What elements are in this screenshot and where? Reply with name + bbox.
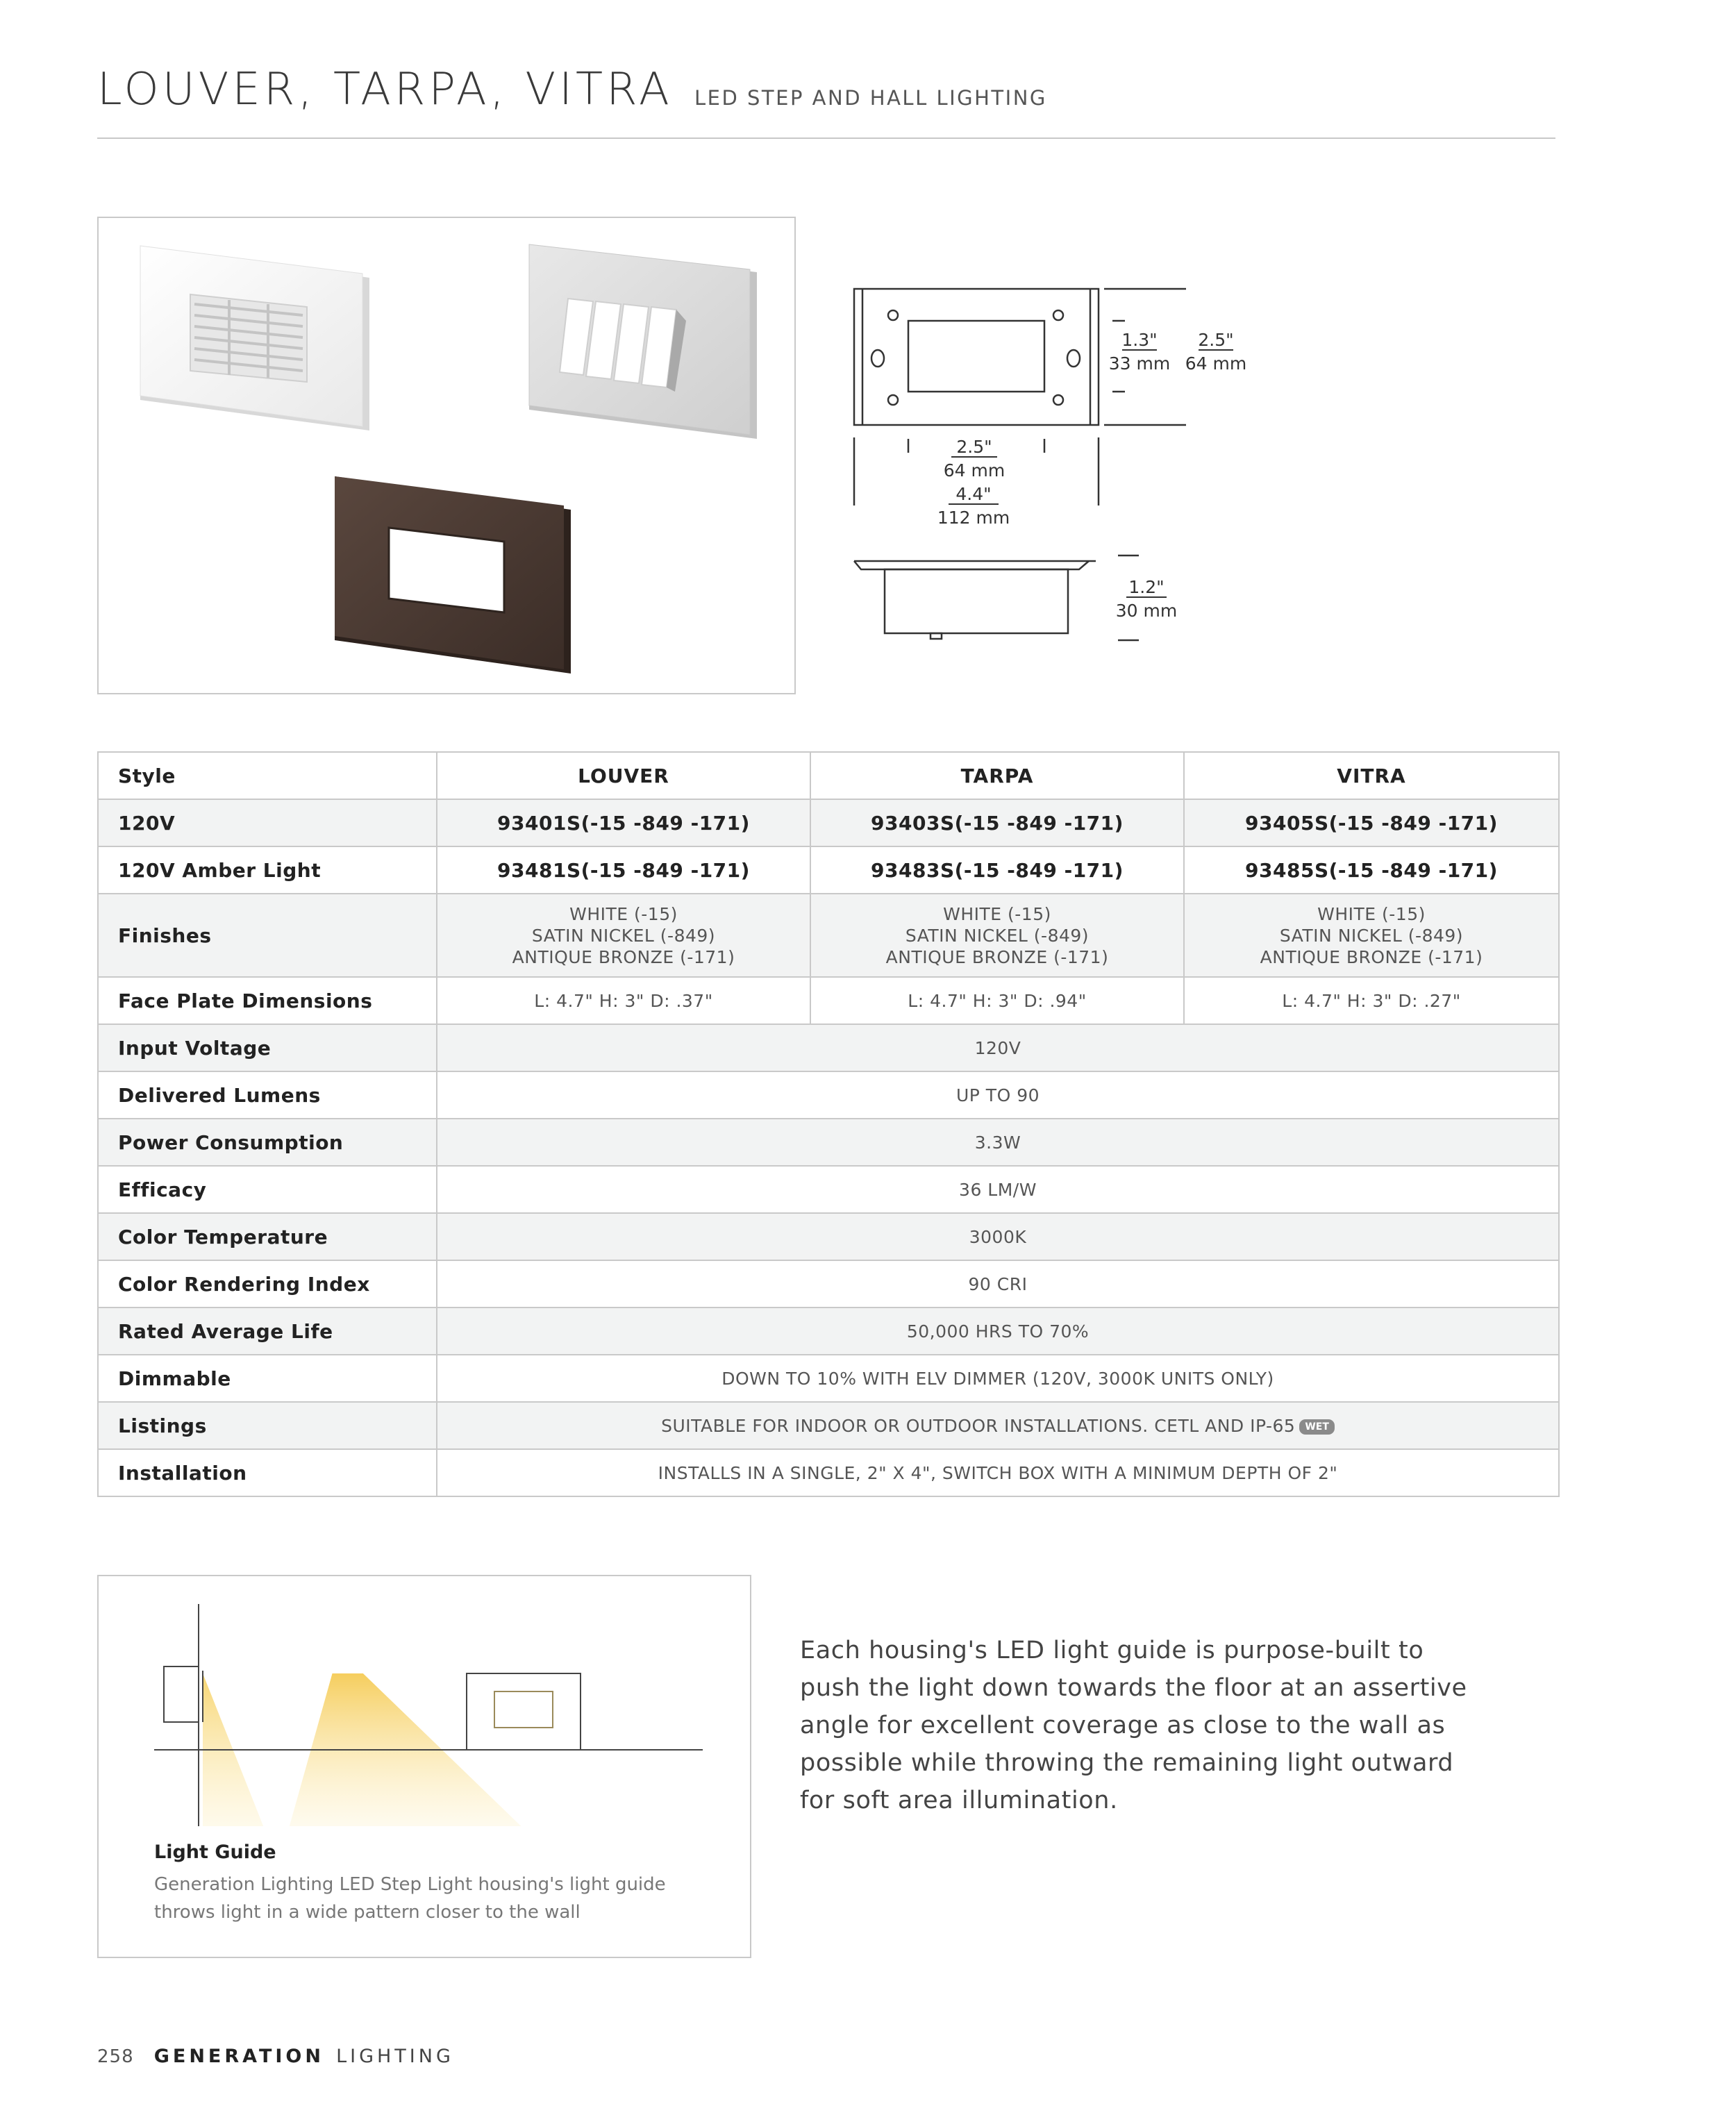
finishes-tarpa xyxy=(810,894,1184,977)
faceplate-louver: L: 4.7" H: 3" D: .37" xyxy=(437,977,810,1024)
column-vitra: VITRA xyxy=(1184,752,1559,799)
life-value: 50,000 HRS TO 70% xyxy=(437,1308,1559,1355)
table-row xyxy=(98,799,1559,846)
table-row xyxy=(98,1260,1559,1308)
table-row xyxy=(98,977,1559,1024)
row-label: Input Voltage xyxy=(98,1024,437,1071)
listings-cell xyxy=(437,1402,1559,1449)
light-guide-caption xyxy=(154,1871,724,1926)
description-line: Each housing's LED light guide is purpose-built to xyxy=(800,1637,1424,1664)
table-header-row xyxy=(98,752,1559,799)
dimmable-value: DOWN TO 10% WITH ELV DIMMER (120V, 3000K UNITS ONLY) xyxy=(437,1355,1559,1402)
dim-outer-width-mm: 112 mm xyxy=(937,508,1010,528)
finishes-louver xyxy=(437,894,810,977)
row-label: Delivered Lumens xyxy=(98,1071,437,1119)
page-footer xyxy=(97,2046,454,2067)
row-label: 120V xyxy=(98,799,437,846)
light-guide-caption-line: throws light in a wide pattern closer to the wall xyxy=(154,1902,581,1923)
table-row xyxy=(98,1308,1559,1355)
color-temp-value: 3000K xyxy=(437,1213,1559,1260)
model-tarpa-amber: 93483S(-15 -849 -171) xyxy=(810,846,1184,894)
dim-depth: 1.2" xyxy=(1128,577,1165,597)
table-row xyxy=(98,1402,1559,1449)
finish-white: WHITE (-15) xyxy=(569,903,678,924)
table-row xyxy=(98,1355,1559,1402)
finish-bronze: ANTIQUE BRONZE (-171) xyxy=(512,946,735,967)
cri-value: 90 CRI xyxy=(437,1260,1559,1308)
page-header xyxy=(97,64,1555,139)
faceplate-vitra: L: 4.7" H: 3" D: .27" xyxy=(1184,977,1559,1024)
finish-nickel: SATIN NICKEL (-849) xyxy=(531,925,716,946)
description-line: push the light down towards the floor at an assertive xyxy=(800,1674,1467,1702)
finish-bronze: ANTIQUE BRONZE (-171) xyxy=(885,946,1109,967)
row-label: Style xyxy=(98,752,437,799)
dim-depth-mm: 30 mm xyxy=(1115,601,1178,621)
dim-inner-height: 1.3" xyxy=(1121,330,1158,350)
row-label: Color Rendering Index xyxy=(98,1260,437,1308)
page-subtitle: LED STEP AND HALL LIGHTING xyxy=(694,86,1047,110)
row-label: Rated Average Life xyxy=(98,1308,437,1355)
row-label: Efficacy xyxy=(98,1166,437,1213)
dimension-drawing-svg xyxy=(833,264,1305,667)
model-vitra-amber: 93485S(-15 -849 -171) xyxy=(1184,846,1559,894)
dim-inner-width: 2.5" xyxy=(956,437,992,457)
dim-inner-height-mm: 33 mm xyxy=(1108,353,1171,374)
wet-badge: WET xyxy=(1299,1419,1335,1435)
row-label: Dimmable xyxy=(98,1355,437,1402)
brand-name-bold: GENERATION xyxy=(153,2046,324,2067)
spec-table xyxy=(97,751,1560,1497)
model-louver-amber: 93481S(-15 -849 -171) xyxy=(437,846,810,894)
table-row xyxy=(98,846,1559,894)
table-row xyxy=(98,1449,1559,1496)
row-label: 120V Amber Light xyxy=(98,846,437,894)
light-guide-diagram xyxy=(154,1604,703,1826)
product-photos xyxy=(99,218,794,693)
page-number: 258 xyxy=(97,2046,134,2067)
light-guide-title: Light Guide xyxy=(154,1841,276,1863)
finish-white: WHITE (-15) xyxy=(1317,903,1426,924)
finishes-vitra xyxy=(1184,894,1559,977)
product-photo-panel xyxy=(97,217,796,694)
power-value: 3.3W xyxy=(437,1119,1559,1166)
dim-outer-width: 4.4" xyxy=(955,484,992,504)
dim-outer-height: 2.5" xyxy=(1198,330,1234,350)
dim-outer-height-mm: 64 mm xyxy=(1185,353,1247,374)
input-voltage-value: 120V xyxy=(437,1024,1559,1071)
brand-name-light: LIGHTING xyxy=(336,2046,454,2067)
light-guide-panel xyxy=(97,1575,751,1958)
tarpa-product-image xyxy=(529,244,757,439)
listings-value: SUITABLE FOR INDOOR OR OUTDOOR INSTALLATIONS. CETL AND IP-65 xyxy=(661,1415,1296,1436)
model-tarpa-120v: 93403S(-15 -849 -171) xyxy=(810,799,1184,846)
dim-inner-width-mm: 64 mm xyxy=(943,460,1005,481)
description-paragraph xyxy=(800,1632,1494,1819)
row-label: Color Temperature xyxy=(98,1213,437,1260)
row-label: Listings xyxy=(98,1402,437,1449)
table-row xyxy=(98,894,1559,977)
table-row xyxy=(98,1119,1559,1166)
model-louver-120v: 93401S(-15 -849 -171) xyxy=(437,799,810,846)
finish-white: WHITE (-15) xyxy=(943,903,1051,924)
table-row xyxy=(98,1071,1559,1119)
dimension-drawing xyxy=(833,264,1305,667)
description-line: angle for excellent coverage as close to the wall as xyxy=(800,1712,1446,1739)
lumens-value: UP TO 90 xyxy=(437,1071,1559,1119)
vitra-product-image xyxy=(335,476,571,674)
faceplate-tarpa: L: 4.7" H: 3" D: .94" xyxy=(810,977,1184,1024)
table-row xyxy=(98,1166,1559,1213)
louver-product-image xyxy=(140,246,369,431)
row-label: Finishes xyxy=(98,894,437,977)
finish-nickel: SATIN NICKEL (-849) xyxy=(1279,925,1464,946)
description-line: for soft area illumination. xyxy=(800,1787,1118,1814)
finish-bronze: ANTIQUE BRONZE (-171) xyxy=(1260,946,1483,967)
row-label: Face Plate Dimensions xyxy=(98,977,437,1024)
light-guide-caption-line: Generation Lighting LED Step Light housing's light guide xyxy=(154,1874,666,1895)
column-louver: LOUVER xyxy=(437,752,810,799)
row-label: Power Consumption xyxy=(98,1119,437,1166)
page-title: LOUVER, TARPA, VITRA xyxy=(97,64,673,115)
column-tarpa: TARPA xyxy=(810,752,1184,799)
efficacy-value: 36 LM/W xyxy=(437,1166,1559,1213)
installation-value: INSTALLS IN A SINGLE, 2" X 4", SWITCH BOX WITH A MINIMUM DEPTH OF 2" xyxy=(437,1449,1559,1496)
table-row xyxy=(98,1024,1559,1071)
table-row xyxy=(98,1213,1559,1260)
model-vitra-120v: 93405S(-15 -849 -171) xyxy=(1184,799,1559,846)
description-line: possible while throwing the remaining light outward xyxy=(800,1749,1454,1777)
row-label: Installation xyxy=(98,1449,437,1496)
finish-nickel: SATIN NICKEL (-849) xyxy=(905,925,1090,946)
